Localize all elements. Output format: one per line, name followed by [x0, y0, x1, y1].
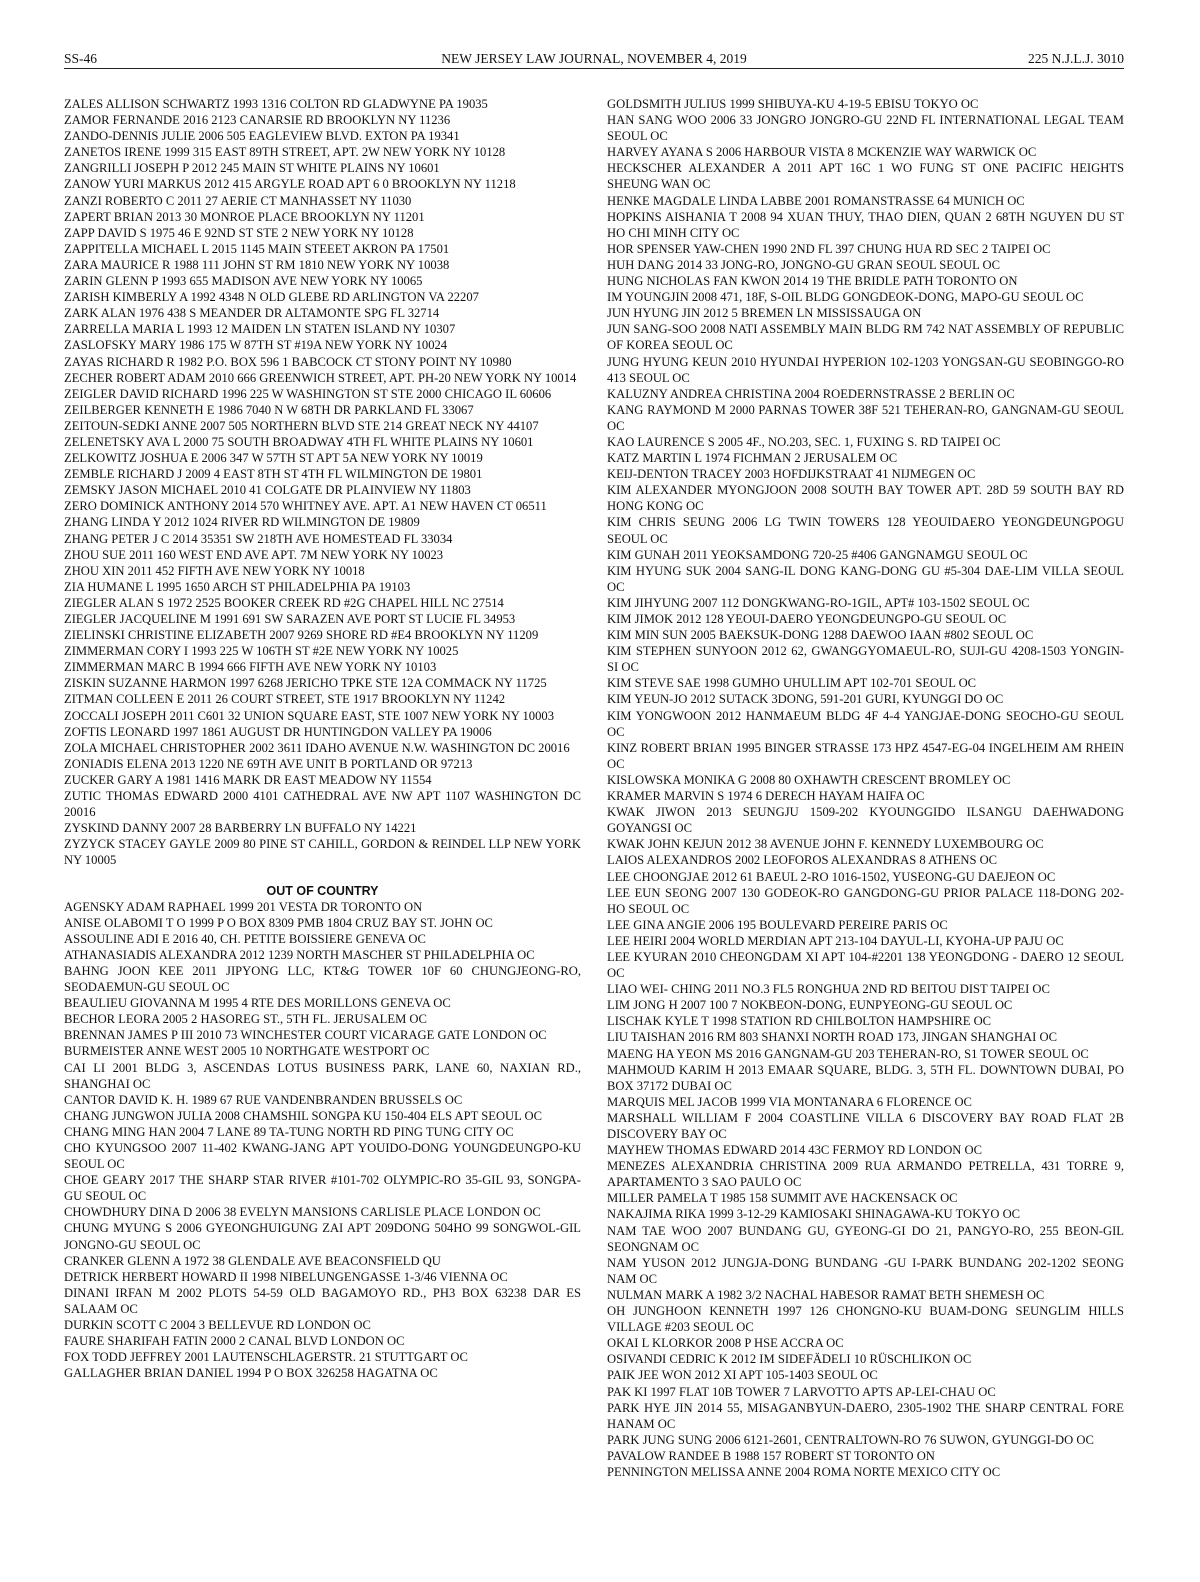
attorney-entry: ZELKOWITZ JOSHUA E 2006 347 W 57TH ST APT 5A NEW YORK NY 10019 — [64, 451, 483, 466]
attorney-entry: KIM YEUN-JO 2012 SUTACK 3DONG, 591-201 GURI, KYUNGGI DO OC — [607, 692, 1004, 707]
attorney-entry: CHANG JUNGWON JULIA 2008 CHAMSHIL SONGPA KU 150-404 ELS APT SEOUL OC — [64, 1108, 543, 1123]
attorney-entry: KANG RAYMOND M 2000 PARNAS TOWER 38F 521 TEHERAN-RO, GANGNAM-GU SEOUL OC — [607, 402, 1124, 433]
attorney-entry: ZAPERT BRIAN 2013 30 MONROE PLACE BROOKLYN NY 11201 — [64, 209, 425, 224]
attorney-entry: JUNG HYUNG KEUN 2010 HYUNDAI HYPERION 102-1203 YONGSAN-GU SEOBINGGO-RO 413 SEOUL OC — [607, 354, 1124, 385]
attorney-entry: ZIEGLER ALAN S 1972 2525 BOOKER CREEK RD #2G CHAPEL HILL NC 27514 — [64, 595, 504, 610]
attorney-entry: LEE HEIRI 2004 WORLD MERDIAN APT 213-104 DAYUL-LI, KYOHA-UP PAJU OC — [607, 933, 1064, 948]
attorney-entry: FOX TODD JEFFREY 2001 LAUTENSCHLAGERSTR. 21 STUTTGART OC — [64, 1350, 468, 1365]
attorney-entry: ZAPPITELLA MICHAEL L 2015 1145 MAIN STEEET AKRON PA 17501 — [64, 241, 450, 256]
right-column — [607, 96, 1124, 1480]
attorney-entry: LEE GINA ANGIE 2006 195 BOULEVARD PEREIRE PARIS OC — [607, 917, 948, 932]
attorney-entry: HAN SANG WOO 2006 33 JONGRO JONGRO-GU 22ND FL INTERNATIONAL LEGAL TEAM SEOUL OC — [607, 113, 1124, 144]
attorney-entry: CHO KYUNGSOO 2007 11-402 KWANG-JANG APT YOUIDO-DONG YOUNGDEUNGPO-KU SEOUL OC — [64, 1141, 581, 1172]
attorney-entry: ZARISH KIMBERLY A 1992 4348 N OLD GLEBE RD ARLINGTON VA 22207 — [64, 290, 479, 305]
attorney-entry: ZIELINSKI CHRISTINE ELIZABETH 2007 9269 SHORE RD #E4 BROOKLYN NY 11209 — [64, 628, 539, 643]
attorney-entry: KALUZNY ANDREA CHRISTINA 2004 ROEDERNSTRASSE 2 BERLIN OC — [607, 386, 1015, 401]
attorney-entry: ZIA HUMANE L 1995 1650 ARCH ST PHILADELPHIA PA 19103 — [64, 579, 411, 594]
page-header — [64, 50, 1124, 69]
attorney-entry: KIM CHRIS SEUNG 2006 LG TWIN TOWERS 128 YEOUIDAERO YEONGDEUNGPOGU SEOUL OC — [607, 515, 1124, 546]
attorney-entry: MAYHEW THOMAS EDWARD 2014 43C FERMOY RD LONDON OC — [607, 1143, 983, 1158]
attorney-entry: AGENSKY ADAM RAPHAEL 1999 201 VESTA DR TORONTO ON — [64, 899, 423, 914]
attorney-entry: JUN SANG-SOO 2008 NATI ASSEMBLY MAIN BLDG RM 742 NAT ASSEMBLY OF REPUBLIC OF KOREA SEOUL OC — [607, 322, 1124, 353]
attorney-entry: ZOFTIS LEONARD 1997 1861 AUGUST DR HUNTINGDON VALLEY PA 19006 — [64, 724, 492, 739]
attorney-entry: CHUNG MYUNG S 2006 GYEONGHUIGUNG ZAI APT 209DONG 504HO 99 SONGWOL-GIL JONGNO-GU SEOUL OC — [64, 1221, 581, 1252]
attorney-entry: HARVEY AYANA S 2006 HARBOUR VISTA 8 MCKENZIE WAY WARWICK OC — [607, 145, 1037, 160]
attorney-entry: ZANDO-DENNIS JULIE 2006 505 EAGLEVIEW BLVD. EXTON PA 19341 — [64, 129, 460, 144]
attorney-entry: KWAK JIWON 2013 SEUNGJU 1509-202 KYOUNGGIDO ILSANGU DAEHWADONG GOYANGSI OC — [607, 805, 1124, 836]
attorney-entry: ZARK ALAN 1976 438 S MEANDER DR ALTAMONTE SPG FL 32714 — [64, 306, 440, 321]
attorney-entry: LEE EUN SEONG 2007 130 GODEOK-RO GANGDONG-GU PRIOR PALACE 118-DONG 202-HO SEOUL OC — [607, 885, 1124, 916]
attorney-entry: DURKIN SCOTT C 2004 3 BELLEVUE RD LONDON OC — [64, 1318, 371, 1333]
attorney-entry: ZHANG PETER J C 2014 35351 SW 218TH AVE HOMESTEAD FL 33034 — [64, 531, 453, 546]
attorney-entry: HUNG NICHOLAS FAN KWON 2014 19 THE BRIDLE PATH TORONTO ON — [607, 274, 1018, 289]
attorney-entry: ZANOW YURI MARKUS 2012 415 ARGYLE ROAD APT 6 0 BROOKLYN NY 11218 — [64, 177, 516, 192]
attorney-entry: KIM YONGWOON 2012 HANMAEUM BLDG 4F 4-4 YANGJAE-DONG SEOCHO-GU SEOUL OC — [607, 708, 1124, 739]
attorney-entry: MARQUIS MEL JACOB 1999 VIA MONTANARA 6 FLORENCE OC — [607, 1094, 972, 1109]
attorney-entry: ATHANASIADIS ALEXANDRA 2012 1239 NORTH MASCHER ST PHILADELPHIA OC — [64, 947, 535, 962]
attorney-entry: DINANI IRFAN M 2002 PLOTS 54-59 OLD BAGAMOYO RD., PH3 BOX 63238 DAR ES SALAAM OC — [64, 1285, 581, 1316]
left-column — [64, 96, 581, 1381]
attorney-entry: HUH DANG 2014 33 JONG-RO, JONGNO-GU GRAN SEOUL SEOUL OC — [607, 257, 1000, 272]
attorney-entry: ZANETOS IRENE 1999 315 EAST 89TH STREET, APT. 2W NEW YORK NY 10128 — [64, 145, 506, 160]
attorney-entry: ZHOU SUE 2011 160 WEST END AVE APT. 7M NEW YORK NY 10023 — [64, 547, 444, 562]
attorney-entry: ZAYAS RICHARD R 1982 P.O. BOX 596 1 BABCOCK CT STONY POINT NY 10980 — [64, 354, 512, 369]
attorney-entry: ZHANG LINDA Y 2012 1024 RIVER RD WILMINGTON DE 19809 — [64, 515, 420, 530]
attorney-entry: KIM JIMOK 2012 128 YEOUI-DAERO YEONGDEUNGPO-GU SEOUL OC — [607, 612, 1007, 626]
attorney-entry: ZYSKIND DANNY 2007 28 BARBERRY LN BUFFALO NY 14221 — [64, 821, 417, 836]
attorney-entry: CHANG MING HAN 2004 7 LANE 89 TA-TUNG NORTH RD PING TUNG CITY OC — [64, 1124, 514, 1139]
attorney-entry: PARK JUNG SUNG 2006 6121-2601, CENTRALTOWN-RO 76 SUWON, GYUNGGI-DO OC — [607, 1432, 1094, 1447]
attorney-entry: ZARRELLA MARIA L 1993 12 MAIDEN LN STATEN ISLAND NY 10307 — [64, 322, 456, 337]
attorney-entry: ZIEGLER JACQUELINE M 1991 691 SW SARAZEN AVE PORT ST LUCIE FL 34953 — [64, 612, 516, 626]
attorney-entry: ZYZYCK STACEY GAYLE 2009 80 PINE ST CAHILL, GORDON & REINDEL LLP NEW YORK NY 10005 — [64, 837, 581, 868]
attorney-entry: ZANGRILLI JOSEPH P 2012 245 MAIN ST WHITE PLAINS NY 10601 — [64, 161, 440, 176]
attorney-entry: ASSOULINE ADI E 2016 40, CH. PETITE BOISSIERE GENEVA OC — [64, 931, 426, 946]
attorney-entry: ZAPP DAVID S 1975 46 E 92ND ST STE 2 NEW YORK NY 10128 — [64, 225, 414, 240]
attorney-entry: ZISKIN SUZANNE HARMON 1997 6268 JERICHO TPKE STE 12A COMMACK NY 11725 — [64, 676, 547, 691]
attorney-entry: ZELENETSKY AVA L 2000 75 SOUTH BROADWAY 4TH FL WHITE PLAINS NY 10601 — [64, 434, 534, 449]
attorney-entry: LIU TAISHAN 2016 RM 803 SHANXI NORTH ROAD 173, JINGAN SHANGHAI OC — [607, 1030, 1057, 1045]
attorney-entry: LISCHAK KYLE T 1998 STATION RD CHILBOLTON HAMPSHIRE OC — [607, 1014, 992, 1029]
attorney-entry: ZEILBERGER KENNETH E 1986 7040 N W 68TH DR PARKLAND FL 33067 — [64, 402, 474, 417]
attorney-entry: ZUTIC THOMAS EDWARD 2000 4101 CATHEDRAL AVE NW APT 1107 WASHINGTON DC 20016 — [64, 789, 581, 820]
attorney-entry: LEE CHOONGJAE 2012 61 BAEUL 2-RO 1016-1502, YUSEONG-GU DAEJEON OC — [607, 869, 1056, 884]
attorney-entry: ZALES ALLISON SCHWARTZ 1993 1316 COLTON RD GLADWYNE PA 19035 — [64, 97, 488, 111]
attorney-entry: PENNINGTON MELISSA ANNE 2004 ROMA NORTE MEXICO CITY OC — [607, 1464, 1001, 1479]
attorney-entry: KATZ MARTIN L 1974 FICHMAN 2 JERUSALEM OC — [607, 451, 898, 466]
attorney-entry: MENEZES ALEXANDRIA CHRISTINA 2009 RUA ARMANDO PETRELLA, 431 TORRE 9, APARTAMENTO 3 SAO PAULO OC — [607, 1159, 1124, 1190]
attorney-entry: KIM JIHYUNG 2007 112 DONGKWANG-RO-1GIL, APT# 103-1502 SEOUL OC — [607, 595, 1030, 610]
attorney-entry: PARK HYE JIN 2014 55, MISAGANBYUN-DAERO, 2305-1902 THE SHARP CENTRAL FORE HANAM OC — [607, 1400, 1124, 1431]
attorney-entry: KIM STEVE SAE 1998 GUMHO UHULLIM APT 102-701 SEOUL OC — [607, 676, 977, 691]
attorney-entry: JUN HYUNG JIN 2012 5 BREMEN LN MISSISSAUGA ON — [607, 306, 922, 321]
attorney-entry: KINZ ROBERT BRIAN 1995 BINGER STRASSE 173 HPZ 4547-EG-04 INGELHEIM AM RHEIN OC — [607, 740, 1124, 771]
attorney-entry: MARSHALL WILLIAM F 2004 COASTLINE VILLA 6 DISCOVERY BAY ROAD FLAT 2B DISCOVERY BAY OC — [607, 1110, 1124, 1141]
attorney-entry: HOPKINS AISHANIA T 2008 94 XUAN THUY, THAO DIEN, QUAN 2 68TH NGUYEN DU ST HO CHI MINH CITY OC — [607, 209, 1124, 240]
attorney-entry: MAHMOUD KARIM H 2013 EMAAR SQUARE, BLDG. 3, 5TH FL. DOWNTOWN DUBAI, PO BOX 37172 DUBAI OC — [607, 1062, 1124, 1093]
attorney-entry: ZEIGLER DAVID RICHARD 1996 225 W WASHINGTON ST STE 2000 CHICAGO IL 60606 — [64, 386, 552, 401]
attorney-entry: OH JUNGHOON KENNETH 1997 126 CHONGNO-KU BUAM-DONG SEUNGLIM HILLS VILLAGE #203 SEOUL OC — [607, 1304, 1124, 1335]
attorney-entry: IM YOUNGJIN 2008 471, 18F, S-OIL BLDG GONGDEOK-DONG, MAPO-GU SEOUL OC — [607, 290, 1084, 305]
attorney-entry: KWAK JOHN KEJUN 2012 38 AVENUE JOHN F. KENNEDY LUXEMBOURG OC — [607, 837, 1044, 852]
attorney-entry: PAVALOW RANDEE B 1988 157 ROBERT ST TORONTO ON — [607, 1448, 935, 1463]
attorney-entry: KAO LAURENCE S 2005 4F., NO.203, SEC. 1, FUXING S. RD TAIPEI OC — [607, 434, 1001, 449]
attorney-entry: ZEITOUN-SEDKI ANNE 2007 505 NORTHERN BLVD STE 214 GREAT NECK NY 44107 — [64, 418, 539, 433]
attorney-entry: BEAULIEU GIOVANNA M 1995 4 RTE DES MORILLONS GENEVA OC — [64, 996, 451, 1011]
attorney-entry: CANTOR DAVID K. H. 1989 67 RUE VANDENBRANDEN BRUSSELS OC — [64, 1092, 463, 1107]
attorney-entry: ZEMSKY JASON MICHAEL 2010 41 COLGATE DR PLAINVIEW NY 11803 — [64, 483, 471, 498]
page-label: SS-46 — [64, 51, 98, 66]
attorney-entry: OKAI L KLORKOR 2008 P HSE ACCRA OC — [607, 1336, 844, 1351]
attorney-entry: LAIOS ALEXANDROS 2002 LEOFOROS ALEXANDRAS 8 ATHENS OC — [607, 853, 998, 868]
attorney-entry: ZEMBLE RICHARD J 2009 4 EAST 8TH ST 4TH FL WILMINGTON DE 19801 — [64, 467, 483, 482]
attorney-entry: ZANZI ROBERTO C 2011 27 AERIE CT MANHASSET NY 11030 — [64, 193, 412, 208]
attorney-entry: GOLDSMITH JULIUS 1999 SHIBUYA-KU 4-19-5 EBISU TOKYO OC — [607, 97, 979, 111]
attorney-entry: KIM STEPHEN SUNYOON 2012 62, GWANGGYOMAEUL-RO, SUJI-GU 4208-1503 YONGIN-SI OC — [607, 644, 1124, 675]
attorney-entry: ZARIN GLENN P 1993 655 MADISON AVE NEW YORK NY 10065 — [64, 274, 423, 289]
attorney-entry: HOR SPENSER YAW-CHEN 1990 2ND FL 397 CHUNG HUA RD SEC 2 TAIPEI OC — [607, 241, 1051, 256]
attorney-entry: HECKSCHER ALEXANDER A 2011 APT 16C 1 WO FUNG ST ONE PACIFIC HEIGHTS SHEUNG WAN OC — [607, 161, 1124, 192]
attorney-entry: KIM ALEXANDER MYONGJOON 2008 SOUTH BAY TOWER APT. 28D 59 SOUTH BAY RD HONG KONG OC — [607, 483, 1124, 514]
attorney-entry: OSIVANDI CEDRIC K 2012 IM SIDEFÄDELI 10 RÜSCHLIKON OC — [607, 1352, 972, 1367]
attorney-entry: KIM HYUNG SUK 2004 SANG-IL DONG KANG-DONG GU #5-304 DAE-LIM VILLA SEOUL OC — [607, 563, 1124, 594]
attorney-entry: ANISE OLABOMI T O 1999 P O BOX 8309 PMB 1804 CRUZ BAY ST. JOHN OC — [64, 915, 493, 930]
attorney-entry: KIM GUNAH 2011 YEOKSAMDONG 720-25 #406 GANGNAMGU SEOUL OC — [607, 547, 1028, 562]
attorney-entry: ZASLOFSKY MARY 1986 175 W 87TH ST #19A NEW YORK NY 10024 — [64, 338, 448, 353]
attorney-entry: GALLAGHER BRIAN DANIEL 1994 P O BOX 326258 HAGATNA OC — [64, 1366, 438, 1381]
attorney-entry: ZITMAN COLLEEN E 2011 26 COURT STREET, STE 1917 BROOKLYN NY 11242 — [64, 692, 506, 707]
attorney-entry: KIM MIN SUN 2005 BAEKSUK-DONG 1288 DAEWOO IAAN #802 SEOUL OC — [607, 628, 1034, 643]
attorney-entry: NULMAN MARK A 1982 3/2 NACHAL HABESOR RAMAT BETH SHEMESH OC — [607, 1287, 1045, 1302]
attorney-entry: ZARA MAURICE R 1988 111 JOHN ST RM 1810 NEW YORK NY 10038 — [64, 257, 450, 272]
attorney-entry: PAIK JEE WON 2012 XI APT 105-1403 SEOUL OC — [607, 1368, 878, 1383]
attorney-entry: BRENNAN JAMES P III 2010 73 WINCHESTER COURT VICARAGE GATE LONDON OC — [64, 1028, 547, 1043]
citation: 225 N.J.L.J. 3010 — [1027, 51, 1124, 66]
attorney-entry: MILLER PAMELA T 1985 158 SUMMIT AVE HACKENSACK OC — [607, 1191, 958, 1206]
attorney-entry: BECHOR LEORA 2005 2 HASOREG ST., 5TH FL. JERUSALEM OC — [64, 1012, 427, 1027]
attorney-entry: BURMEISTER ANNE WEST 2005 10 NORTHGATE WESTPORT OC — [64, 1044, 430, 1059]
section-title: OUT OF COUNTRY — [266, 883, 379, 898]
attorney-entry: FAURE SHARIFAH FATIN 2000 2 CANAL BLVD LONDON OC — [64, 1334, 405, 1349]
attorney-entry: ZECHER ROBERT ADAM 2010 666 GREENWICH STREET, APT. PH-20 NEW YORK NY 10014 — [64, 370, 577, 385]
attorney-entry: BAHNG JOON KEE 2011 JIPYONG LLC, KT&G TOWER 10F 60 CHUNGJEONG-RO, SEODAEMUN-GU SEOUL OC — [64, 963, 581, 995]
attorney-entry: ZERO DOMINICK ANTHONY 2014 570 WHITNEY AVE. APT. A1 NEW HAVEN CT 06511 — [64, 499, 547, 514]
attorney-entry: ZIMMERMAN CORY I 1993 225 W 106TH ST #2E NEW YORK NY 10025 — [64, 644, 459, 659]
attorney-entry: PAK KI 1997 FLAT 10B TOWER 7 LARVOTTO APTS AP-LEI-CHAU OC — [607, 1384, 996, 1399]
attorney-entry: CAI LI 2001 BLDG 3, ASCENDAS LOTUS BUSINESS PARK, LANE 60, NAXIAN RD., SHANGHAI OC — [64, 1060, 581, 1091]
attorney-entry: CHOWDHURY DINA D 2006 38 EVELYN MANSIONS CARLISLE PLACE LONDON OC — [64, 1205, 541, 1220]
attorney-entry: ZUCKER GARY A 1981 1416 MARK DR EAST MEADOW NY 11554 — [64, 772, 432, 787]
attorney-entry: HENKE MAGDALE LINDA LABBE 2001 ROMANSTRASSE 64 MUNICH OC — [607, 193, 1025, 208]
attorney-entry: MAENG HA YEON MS 2016 GANGNAM-GU 203 TEHERAN-RO, S1 TOWER SEOUL OC — [607, 1046, 1089, 1061]
attorney-entry: NAKAJIMA RIKA 1999 3-12-29 KAMIOSAKI SHINAGAWA-KU TOKYO OC — [607, 1207, 1021, 1222]
journal-title: NEW JERSEY LAW JOURNAL, NOVEMBER 4, 2019 — [441, 51, 747, 66]
attorney-entry: ZONIADIS ELENA 2013 1220 NE 69TH AVE UNIT B PORTLAND OR 97213 — [64, 756, 473, 771]
attorney-entry: DETRICK HERBERT HOWARD II 1998 NIBELUNGENGASSE 1-3/46 VIENNA OC — [64, 1269, 508, 1284]
attorney-entry: LEE KYURAN 2010 CHEONGDAM XI APT 104-#2201 138 YEONGDONG - DAERO 12 SEOUL OC — [607, 949, 1124, 981]
attorney-entry: NAM YUSON 2012 JUNGJA-DONG BUNDANG -GU I-PARK BUNDANG 202-1202 SEONG NAM OC — [607, 1255, 1124, 1286]
attorney-entry: CRANKER GLENN A 1972 38 GLENDALE AVE BEACONSFIELD QU — [64, 1253, 441, 1268]
attorney-entry: LIM JONG H 2007 100 7 NOKBEON-DONG, EUNPYEONG-GU SEOUL OC — [607, 998, 1013, 1013]
attorney-entry: KRAMER MARVIN S 1974 6 DERECH HAYAM HAIFA OC — [607, 789, 925, 804]
attorney-entry: NAM TAE WOO 2007 BUNDANG GU, GYEONG-GI DO 21, PANGYO-RO, 255 BEON-GIL SEONGNAM OC — [607, 1223, 1124, 1254]
attorney-entry: KEIJ-DENTON TRACEY 2003 HOFDIJKSTRAAT 41 NIJMEGEN OC — [607, 467, 976, 482]
attorney-entry: ZOLA MICHAEL CHRISTOPHER 2002 3611 IDAHO AVENUE N.W. WASHINGTON DC 20016 — [64, 740, 570, 755]
attorney-entry: KISLOWSKA MONIKA G 2008 80 OXHAWTH CRESCENT BROMLEY OC — [607, 772, 1011, 787]
attorney-entry: ZAMOR FERNANDE 2016 2123 CANARSIE RD BROOKLYN NY 11236 — [64, 113, 451, 128]
attorney-entry: ZHOU XIN 2011 452 FIFTH AVE NEW YORK NY 10018 — [64, 563, 365, 578]
attorney-entry: ZIMMERMAN MARC B 1994 666 FIFTH AVE NEW YORK NY 10103 — [64, 660, 437, 675]
attorney-entry: ZOCCALI JOSEPH 2011 C601 32 UNION SQUARE EAST, STE 1007 NEW YORK NY 10003 — [64, 708, 554, 723]
attorney-entry: CHOE GEARY 2017 THE SHARP STAR RIVER #101-702 OLYMPIC-RO 35-GIL 93, SONGPA-GU SEOUL OC — [64, 1173, 581, 1204]
attorney-entry: LIAO WEI- CHING 2011 NO.3 FL5 RONGHUA 2ND RD BEITOU DIST TAIPEI OC — [607, 982, 1050, 997]
